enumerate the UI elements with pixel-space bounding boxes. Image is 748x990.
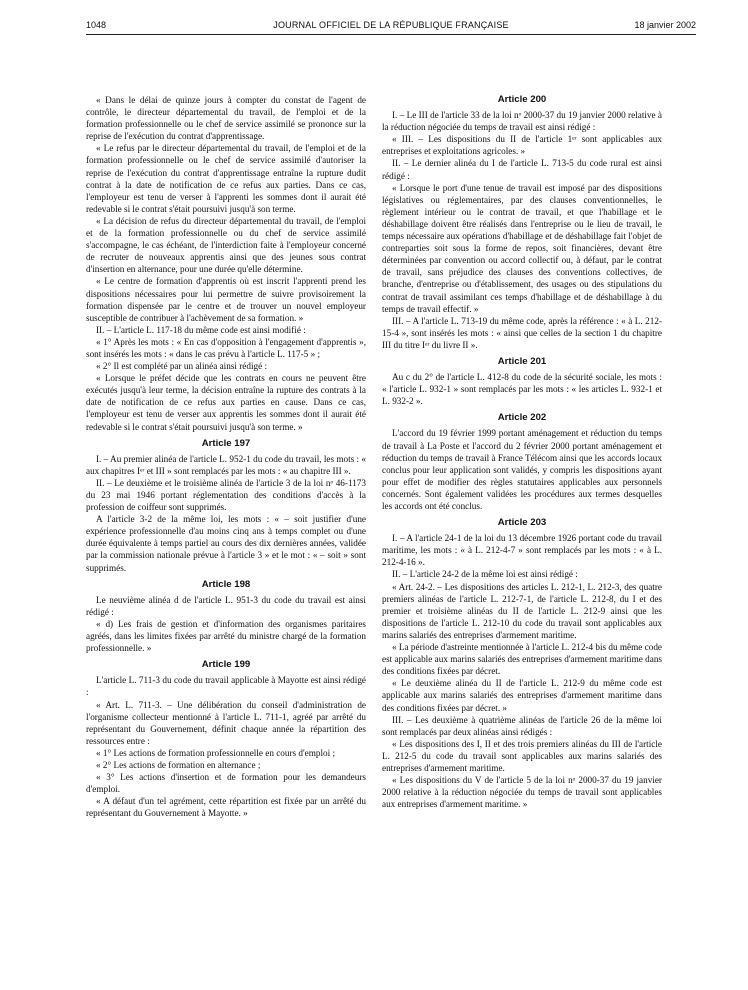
paragraph: « Les dispositions du V de l'article 5 de la loi nᵒ 2000-37 du 19 janvier 2000 relative à la réduction négociée du temps de travail sont applicables aux entreprises d'armement maritime. » (382, 775, 662, 810)
article-heading: Article 202 (497, 412, 547, 424)
paragraph: II. – L'article L. 117-18 du même code est ainsi modifié : (96, 324, 306, 335)
journal-title: JOURNAL OFFICIEL DE LA RÉPUBLIQUE FRANÇAISE (273, 20, 509, 30)
article-heading: Article 201 (497, 355, 547, 367)
article-heading: Article 199 (201, 659, 251, 671)
paragraph: « Le centre de formation d'apprentis où est inscrit l'apprenti prend les dispositions nécessaires pour lui permettre de suivre provisoirement la formation dispensée par le centre et de trouver un nouvel employeur susceptible de contribuer à l'achèvement de sa formation. » (86, 276, 366, 323)
paragraph: Le neuvième alinéa d de l'article L. 951-3 du code du travail est ainsi rédigé : (86, 594, 366, 617)
paragraph: I. – Le III de l'article 33 de la loi nᵒ 2000-37 du 19 janvier 2000 relative à la réduction négociée du temps de travail est ainsi rédigé : (382, 110, 662, 133)
paragraph: « 1° Après les mots : « En cas d'opposition à l'engagement d'apprentis », sont insérés les mots : « dans le cas prévu à l'article L. 117-5 » ; (86, 336, 366, 359)
paragraph: « La décision de refus du directeur départemental du travail, de l'emploi et de la formation professionnelle ou du chef de service assimilé s'accompagne, le cas échéant, de l'interdiction faite à l'employeur concerné de recruter de nouveaux apprentis ainsi que des jeunes sous contrat d'insertion en alternance, pour une durée qu'elle détermine. (86, 215, 366, 275)
article-heading: Article 197 (201, 437, 251, 449)
paragraph: II. – Le deuxième et le troisième alinéa de l'article 3 de la loi nᵒ 46-1173 du 23 mai 1946 portant réglementation des conditions d'accès à la profession de coiffeur sont supprimés. (86, 477, 366, 513)
page-header (86, 18, 696, 35)
article-heading: Article 198 (201, 578, 251, 590)
paragraph: « 2° Il est complété par un alinéa ainsi rédigé : (96, 361, 268, 372)
paragraph: « Les dispositions des I, II et des trois premiers alinéas du III de l'article L. 212-5 du code du travail sont applicables aux marins salariés des entreprises d'armement maritime. (382, 738, 662, 773)
paragraph: « 3° Les actions d'insertion et de formation pour les demandeurs d'emploi. (86, 772, 366, 795)
paragraph: « 1° Les actions de formation professionnelle en cours d'emploi ; (96, 747, 336, 758)
right-column (382, 94, 662, 810)
paragraph: « Dans le délai de quinze jours à compter du constat de l'agent de contrôle, le directeur départemental du travail, de l'emploi et de la formation professionnelle ou le chef de service assimilé se prononce sur la reprise de l'exécution du contrat d'apprentissage. (86, 95, 366, 142)
paragraph: III. – Les deuxième à quatrième alinéas de l'article 26 de la même loi sont remplacés par deux alinéas ainsi rédigés : (382, 714, 662, 737)
paragraph: « A défaut d'un tel agrément, cette répartition est fixée par un arrêté du représentant du Gouvernement à Mayotte. » (86, 796, 366, 819)
article-heading: Article 203 (497, 517, 547, 529)
paragraph: « d) Les frais de gestion et d'information des organismes paritaires agréés, dans les limites fixées par arrêté du ministre chargé de la formation professionnelle. » (86, 618, 366, 654)
paragraph: « La période d'astreinte mentionnée à l'article L. 212-4 bis du même code est applicable aux marins salariés des entreprises d'armement maritime dans des conditions fixées par décret. (382, 642, 662, 677)
paragraph: Au c du 2° de l'article L. 412-8 du code de la sécurité sociale, les mots : « l'article L. 932-1 » sont remplacés par les mots : « les articles L. 932-1 et L. 932-2 ». (382, 372, 662, 407)
paragraph: « Art. L. 711-3. – Une délibération du conseil d'administration de l'organisme collecteur mentionné à l'article L. 711-1, agréé par arrêté du représentant du Gouvernement, définit chaque année la répartition des ressources entre : (86, 699, 366, 746)
paragraph: L'article L. 711-3 du code du travail applicable à Mayotte est ainsi rédigé : (86, 675, 366, 698)
page-number: 1048 (86, 20, 107, 30)
paragraph: I. – A l'article 24-1 de la loi du 13 décembre 1926 portant code du travail maritime, les mots : « à L. 212-4-7 » sont remplacés par les mots : « à L. 212-4-16 ». (382, 533, 662, 568)
paragraph: « Lorsque le préfet décide que les contrats en cours ne peuvent être exécutés jusqu'à leur terme, la décision entraîne la rupture des contrats à la date de notification de ce refus aux parties en cause. Dans ce cas, l'employeur est tenu de verser aux apprentis les sommes dont il aurait été redevable si le contrat s'était poursuivi jusqu'à son terme. » (86, 373, 366, 432)
paragraph: « 2° Les actions de formation en alternance ; (96, 759, 261, 770)
paragraph: « Le deuxième alinéa du II de l'article L. 212-9 du même code est applicable aux marins salariés des entreprises d'armement maritime dans des conditions fixées par décret. » (382, 678, 662, 713)
article-heading: Article 200 (497, 94, 547, 105)
paragraph: « Le refus par le directeur départemental du travail, de l'emploi et de la formation professionnelle ou le chef de service assimilé d'autoriser la reprise de l'exécution du contrat d'apprentissage entraîne la rupture dudit contrat à la date de notification de ce refus aux parties. Dans ce cas, l'employeur est tenu de verser à l'apprenti les sommes dont il aurait été redevable si le contrat s'était poursuivi jusqu'à son terme. (86, 143, 366, 214)
paragraph: A l'article 3-2 de la même loi, les mots : « – soit justifier d'une expérience professionnelle d'au moins cinq ans à temps complet ou d'une durée équivalente à temps partiel au cours des dix dernières années, validée par la commission nationale prévue à l'article 3 » et le mot : « – soit » sont supprimés. (86, 514, 366, 573)
publication-date: 18 janvier 2002 (634, 20, 696, 30)
paragraph: III. – A l'article L. 713-19 du même code, après la référence : « à L. 212-15-4 », sont insérés les mots : « ainsi que celles de la section 1 du chapitre III du titre Iᵉʳ du livre II ». (382, 315, 662, 350)
paragraph: L'accord du 19 février 1999 portant aménagement et réduction du temps de travail à La Poste et l'accord du 2 février 2000 portant aménagement et réduction du temps de travail à France Télécom ainsi que les accords locaux conclus pour leur application sont validés, y compris les dispositions ayant pour effet de modifier des règles statutaires applicables aux personnels concernés. Sont également validées les procédures aux termes desquelles les accords ont été conclus. (382, 428, 662, 511)
paragraph: I. – Au premier alinéa de l'article L. 952-1 du code du travail, les mots : « aux chapitres Iᵉʳ et III » sont remplacés par les mots : « au chapitre III ». (86, 453, 366, 476)
left-column (86, 94, 366, 819)
paragraph: II. – L'article 24-2 de la même loi est ainsi rédigé : (392, 569, 578, 580)
paragraph: « Lorsque le port d'une tenue de travail est imposé par des dispositions législatives ou réglementaires, par des clauses conventionnelles, le règlement intérieur ou le contrat de travail, et que l'habillage et le déshabillage doivent être réalisés dans l'entreprise ou le lieu de travail, le temps nécessaire aux opérations d'habillage et de déshabillage fait l'objet de contreparties soit sous la forme de repos, soit financières, devant être déterminées par convention ou accord collectif ou, à défaut, par le contrat de travail, sans préjudice des clauses des conventions collectives, de branche, d'entreprise ou d'établissement, des usages ou des stipulations du contrat de travail assimilant ces temps d'habillage et de déshabillage à du temps de travail effectif. » (382, 182, 662, 314)
paragraph: II. – Le dernier alinéa du I de l'article L. 713-5 du code rural est ainsi rédigé : (382, 158, 662, 181)
paragraph: « III. – Les dispositions du II de l'article 1ᵉʳ sont applicables aux entreprises et exploitations agricoles. » (382, 134, 662, 157)
paragraph: « Art. 24-2. – Les dispositions des articles L. 212-1, L. 212-3, des quatre premiers alinéas de l'article L. 212-7-1, de l'article L. 212-8, du I et des premier et troisième alinéas du II de l'article L. 212-9 ainsi que les dispositions de l'article L. 212-10 du code du travail sont applicables aux marins salariés des entreprises d'armement maritime. (382, 581, 662, 640)
